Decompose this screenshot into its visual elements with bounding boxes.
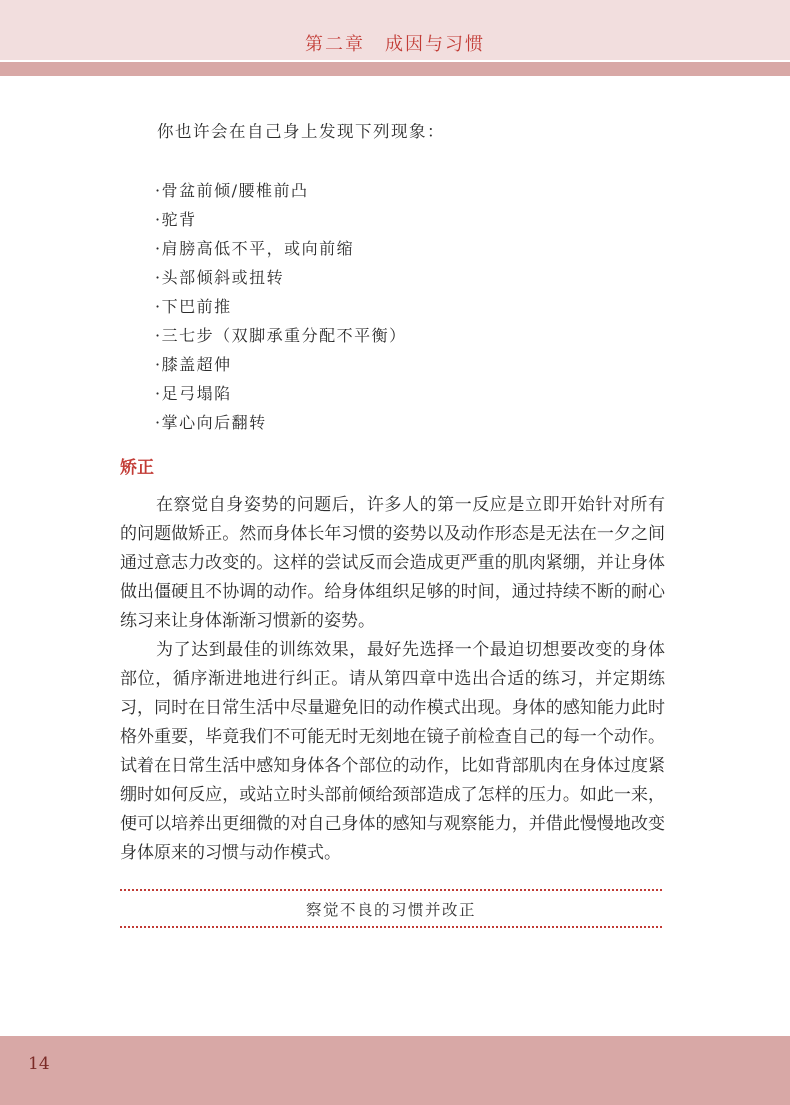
caption-rule-bottom [120,926,662,928]
list-item: ·骨盆前倾/腰椎前凸 [155,181,309,200]
list-item: ·掌心向后翻转 [155,413,267,432]
bullet-mark: · [155,239,162,258]
bullet-mark: · [155,413,162,432]
section-body [120,491,665,868]
bullet-mark: · [155,268,162,287]
list-item: ·驼背 [155,210,197,229]
list-item: ·下巴前推 [155,297,232,316]
page-number: 14 [28,1054,50,1074]
bullet-mark: · [155,210,162,229]
caption-text: 察觉不良的习惯并改正 [305,901,476,919]
list-item: ·足弓塌陷 [155,384,232,403]
paragraph: 在察觉自身姿势的问题后，许多人的第一反应是立即开始针对所有的问题做矫正。然而身体长年习惯的姿势以及动作形态是无法在一夕之间通过意志力改变的。这样的尝试反而会造成更严重的肌肉紧绷，并让身体做出僵硬且不协调的动作。给身体组织足够的时间，通过持续不断的耐心练习来让身体渐渐习惯新的姿势。 [120,495,665,631]
chapter-title: 第二章 成因与习惯 [305,34,485,55]
section-heading: 矫正 [120,458,154,478]
bullet-mark: · [155,355,162,374]
list-item: ·三七步（双脚承重分配不平衡） [155,326,407,345]
intro-text: 你也许会在自己身上发现下列现象： [157,122,445,141]
bullet-mark: · [155,181,162,200]
bullet-mark: · [155,297,162,316]
paragraph: 为了达到最佳的训练效果，最好先选择一个最迫切想要改变的身体部位，循序渐进地进行纠正。请从第四章中选出合适的练习，并定期练习，同时在日常生活中尽量避免旧的动作模式出现。身体的感知能力此时格外重要，毕竟我们不可能无时无刻地在镜子前检查自己的每一个动作。试着在日常生活中感知身体各个部位的动作，比如背部肌肉在身体过度紧绷时如何反应，或站立时头部前倾给颈部造成了怎样的压力。如此一来，便可以培养出更细微的对自己身体的感知与观察能力，并借此慢慢地改变身体原来的习惯与动作模式。 [120,640,665,863]
caption-rule-top [120,889,662,891]
bullet-mark: · [155,326,162,345]
list-item: ·膝盖超伸 [155,355,232,374]
symptom-list [155,176,407,437]
list-item: ·头部倾斜或扭转 [155,268,285,287]
list-item: ·肩膀高低不平，或向前缩 [155,239,355,258]
header-rule [0,62,790,76]
footer-band [0,1036,790,1105]
bullet-mark: · [155,384,162,403]
